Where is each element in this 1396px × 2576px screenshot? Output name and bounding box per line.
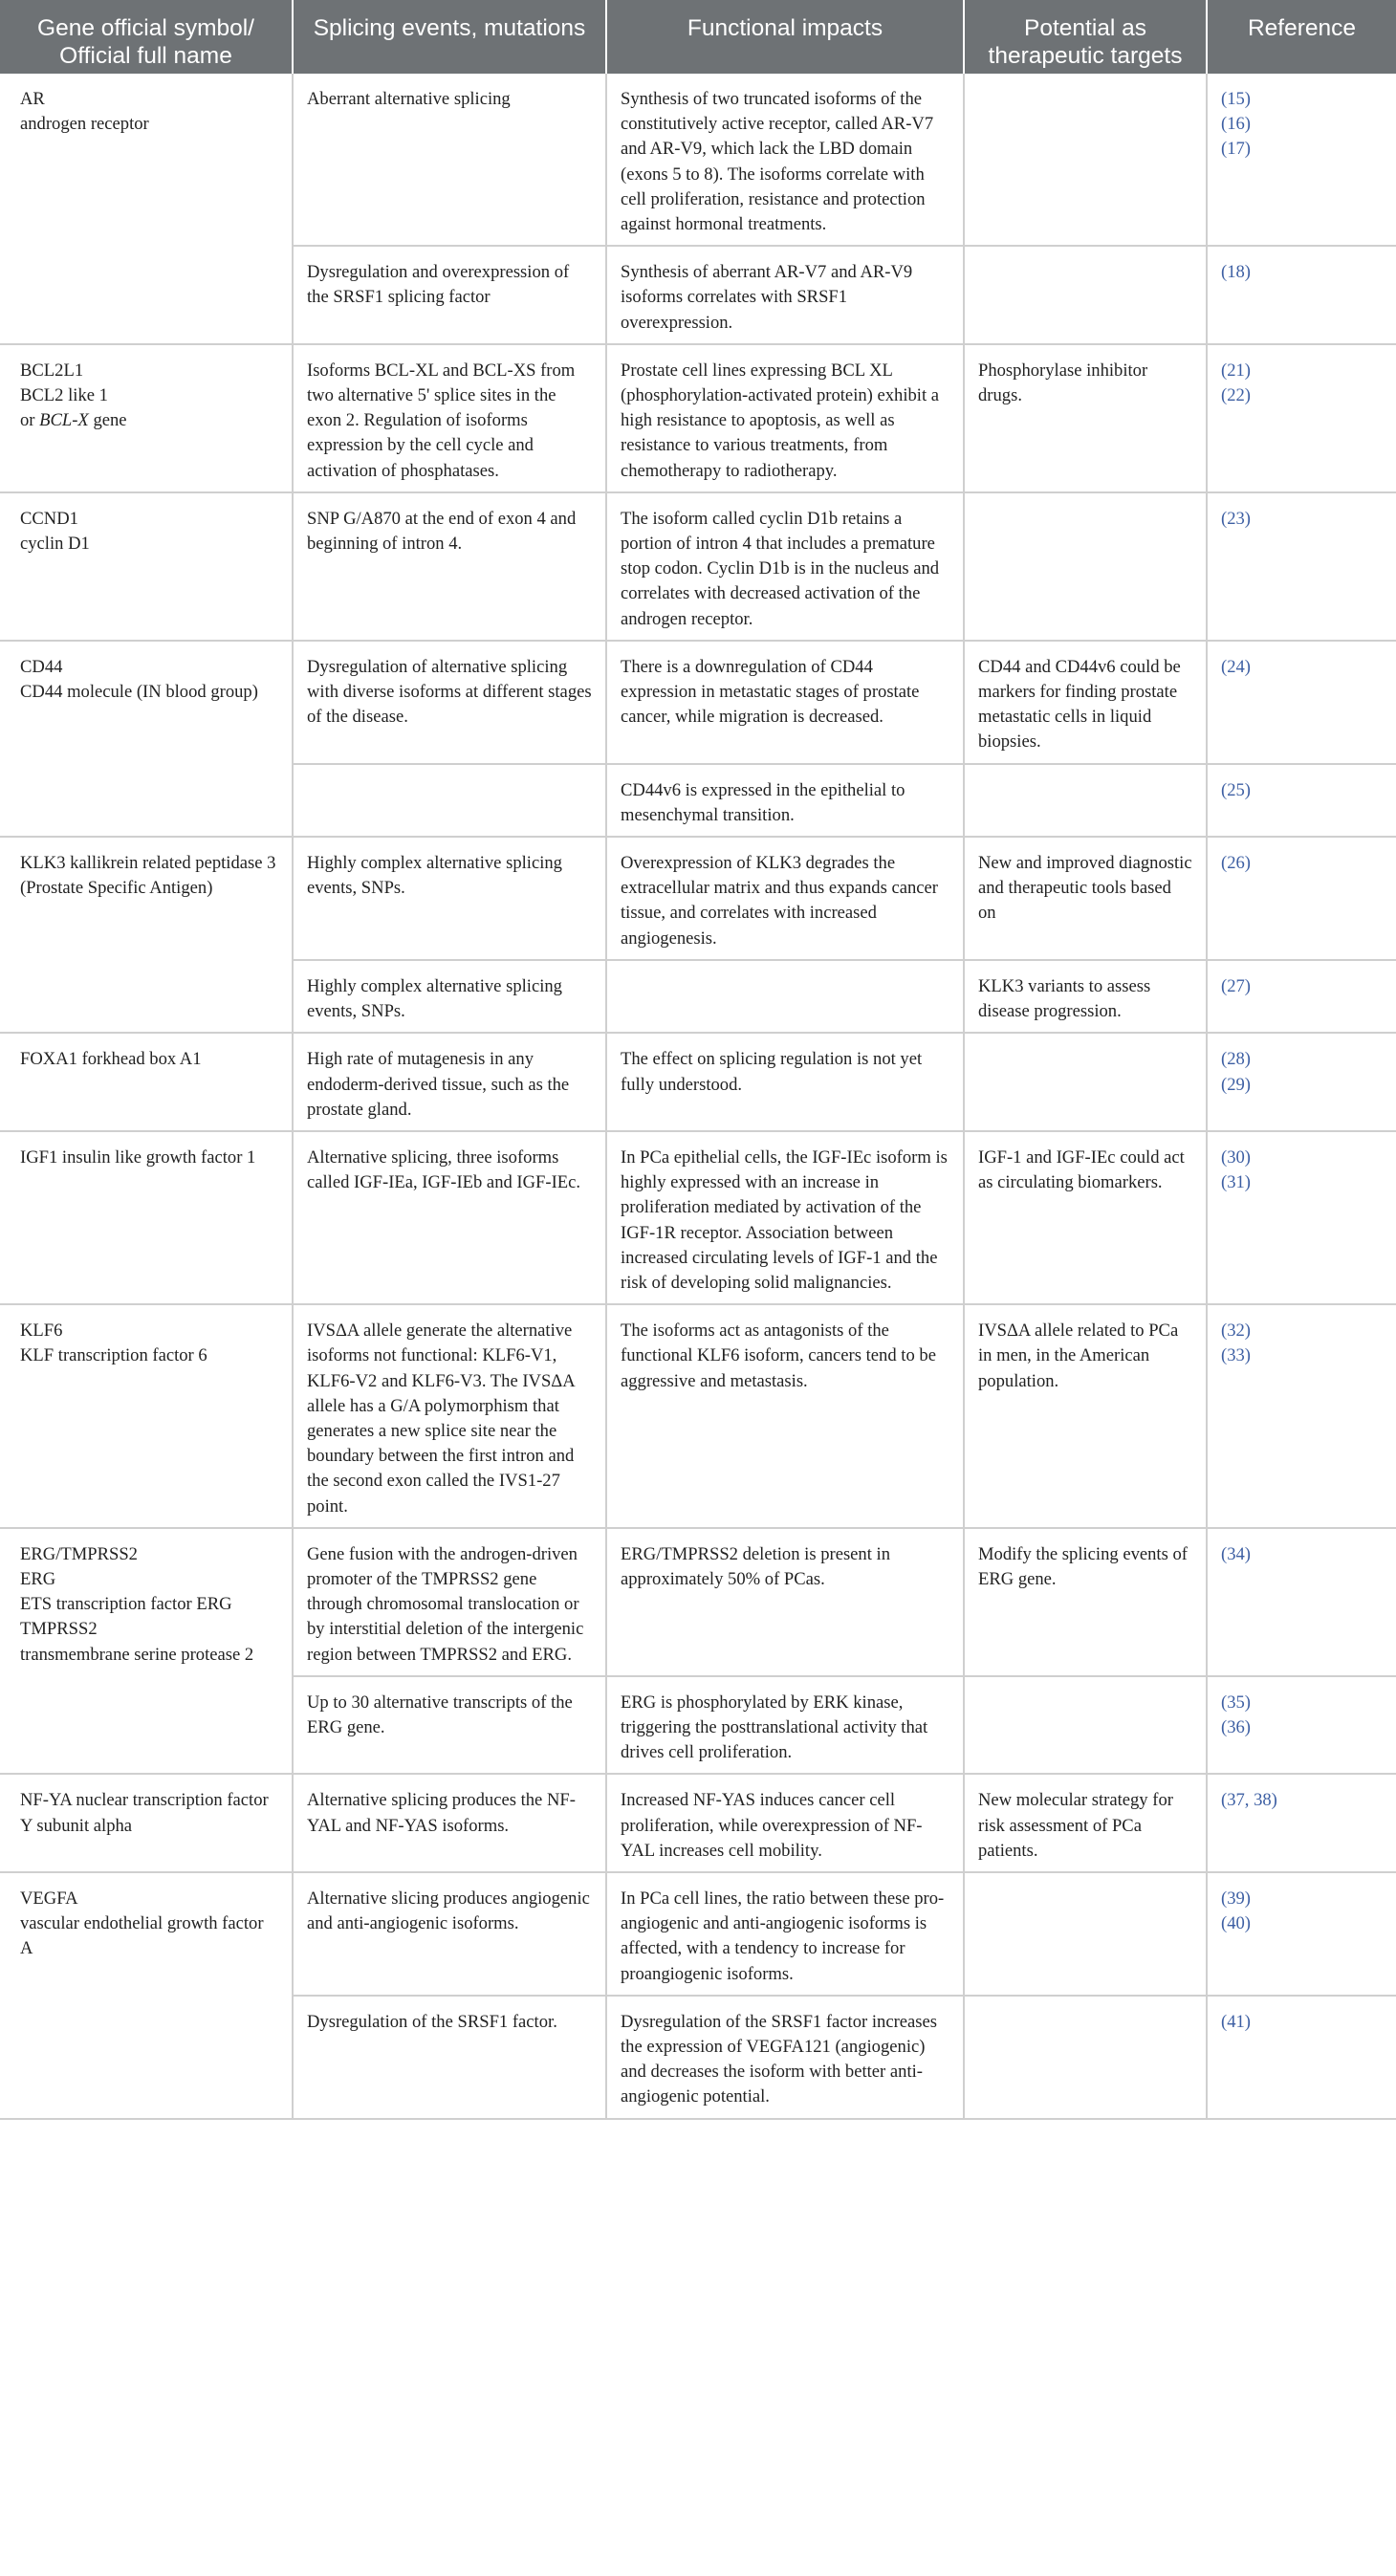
targets-cell xyxy=(964,492,1207,641)
reference-cell xyxy=(1207,1996,1396,2119)
gene-name-line: or BCL-X gene xyxy=(20,410,127,431)
gene-name-line: KLF transcription factor 6 xyxy=(20,1345,207,1366)
splicing-cell: Highly complex alternative splicing events, SNPs. xyxy=(293,837,606,960)
gene-name-line: FOXA1 forkhead box A1 xyxy=(20,1049,202,1070)
impacts-cell: CD44v6 is expressed in the epithelial to mesenchymal transition. xyxy=(606,764,964,837)
gene-name-line: VEGFA xyxy=(20,1888,78,1909)
reference-link[interactable]: (30) xyxy=(1221,1146,1251,1168)
splicing-cell xyxy=(293,764,606,837)
reference-link[interactable]: (32) xyxy=(1221,1321,1251,1342)
splicing-cell: Alternative splicing produces the NF-YAL and NF-YAS isoforms. xyxy=(293,1774,606,1872)
header-splicing: Splicing events, mutations xyxy=(293,0,606,74)
impacts-cell: Prostate cell lines expressing BCL XL (phosphorylation-activated protein) exhibit a high resistance to apoptosis, as well as resistance to various treatments, from chemotherapy to radiotherapy. xyxy=(606,344,964,492)
gene-cell xyxy=(0,1528,293,1775)
splicing-cell: Dysregulation of alternative splicing with diverse isoforms at different stages of the disease. xyxy=(293,641,606,764)
table-row xyxy=(0,641,1396,764)
splicing-cell: Dysregulation of the SRSF1 factor. xyxy=(293,1996,606,2119)
targets-cell: IGF-1 and IGF-IEc could act as circulating biomarkers. xyxy=(964,1131,1207,1304)
table-row xyxy=(0,837,1396,960)
reference-link[interactable]: (34) xyxy=(1221,1543,1251,1564)
targets-cell: New molecular strategy for risk assessment of PCa patients. xyxy=(964,1774,1207,1872)
reference-link[interactable]: (27) xyxy=(1221,975,1251,996)
splicing-cell: Gene fusion with the androgen-driven promoter of the TMPRSS2 gene through chromosomal translocation or by interstitial deletion of the intergenic region between TMPRSS2 and ERG. xyxy=(293,1528,606,1676)
reference-cell xyxy=(1207,764,1396,837)
table-row xyxy=(0,344,1396,492)
impacts-cell: Increased NF-YAS induces cancer cell proliferation, while overexpression of NF-YAL increases cell mobility. xyxy=(606,1774,964,1872)
gene-name-line: TMPRSS2 xyxy=(20,1619,98,1640)
reference-cell xyxy=(1207,1676,1396,1775)
gene-name-line: NF-YA nuclear transcription factor Y subunit alpha xyxy=(20,1790,269,1836)
reference-cell xyxy=(1207,1033,1396,1131)
reference-link[interactable]: (16) xyxy=(1221,114,1251,135)
gene-cell xyxy=(0,1304,293,1528)
gene-name-line: transmembrane serine protease 2 xyxy=(20,1644,254,1665)
reference-link[interactable]: (24) xyxy=(1221,656,1251,677)
impacts-cell: Synthesis of two truncated isoforms of the constitutively active receptor, called AR-V7 and AR-V9, which lack the LBD domain (exons 5 to 8). The isoforms correlate with cell proliferation, resistance and protection against hormonal treatments. xyxy=(606,74,964,246)
reference-link[interactable]: (22) xyxy=(1221,385,1251,406)
reference-link[interactable]: (35) xyxy=(1221,1692,1251,1713)
gene-cell xyxy=(0,1131,293,1304)
table-row xyxy=(0,74,1396,246)
gene-name-line: BCL2L1 xyxy=(20,360,84,381)
table-body xyxy=(0,74,1396,2119)
targets-cell xyxy=(964,1996,1207,2119)
reference-link[interactable]: (33) xyxy=(1221,1345,1251,1366)
targets-cell xyxy=(964,1872,1207,1996)
reference-link[interactable]: (31) xyxy=(1221,1172,1251,1193)
reference-link[interactable]: (23) xyxy=(1221,508,1251,529)
reference-link[interactable]: (25) xyxy=(1221,779,1251,800)
table-row xyxy=(0,492,1396,641)
gene-name-line: vascular endothelial growth factor A xyxy=(20,1913,264,1959)
targets-cell xyxy=(964,1676,1207,1775)
gene-name-line: androgen receptor xyxy=(20,114,149,135)
reference-link[interactable]: (28) xyxy=(1221,1049,1251,1070)
reference-link[interactable]: (17) xyxy=(1221,139,1251,160)
impacts-cell: ERG/TMPRSS2 deletion is present in approximately 50% of PCas. xyxy=(606,1528,964,1676)
targets-cell: New and improved diagnostic and therapeutic tools based on xyxy=(964,837,1207,960)
header-impacts: Functional impacts xyxy=(606,0,964,74)
splicing-cell: Dysregulation and overexpression of the SRSF1 splicing factor xyxy=(293,246,606,344)
header-reference: Reference xyxy=(1207,0,1396,74)
reference-link[interactable]: (39) xyxy=(1221,1888,1251,1909)
splicing-cell: SNP G/A870 at the end of exon 4 and beginning of intron 4. xyxy=(293,492,606,641)
gene-name-line: BCL2 like 1 xyxy=(20,385,108,406)
reference-cell xyxy=(1207,960,1396,1033)
reference-cell xyxy=(1207,246,1396,344)
reference-link[interactable]: (29) xyxy=(1221,1074,1251,1095)
impacts-cell: Dysregulation of the SRSF1 factor increases the expression of VEGFA121 (angiogenic) and decreases the isoform with better anti-angiogenic potential. xyxy=(606,1996,964,2119)
header-gene: Gene official symbol/ Official full name xyxy=(0,0,293,74)
table-header xyxy=(0,0,1396,74)
gene-cell xyxy=(0,344,293,492)
gene-name-line: (Prostate Specific Antigen) xyxy=(20,878,213,899)
impacts-cell: ERG is phosphorylated by ERK kinase, triggering the posttranslational activity that drives cell proliferation. xyxy=(606,1676,964,1775)
reference-link[interactable]: (26) xyxy=(1221,853,1251,874)
reference-cell xyxy=(1207,74,1396,246)
reference-link[interactable]: (41) xyxy=(1221,2011,1251,2032)
header-row xyxy=(0,0,1396,74)
gene-cell xyxy=(0,1033,293,1131)
splicing-cell: High rate of mutagenesis in any endoderm-derived tissue, such as the prostate gland. xyxy=(293,1033,606,1131)
splicing-cell: Up to 30 alternative transcripts of the ERG gene. xyxy=(293,1676,606,1775)
splicing-cell: Highly complex alternative splicing events, SNPs. xyxy=(293,960,606,1033)
table-row xyxy=(0,1304,1396,1528)
gene-cell xyxy=(0,641,293,837)
splicing-cell: Alternative slicing produces angiogenic and anti-angiogenic isoforms. xyxy=(293,1872,606,1996)
reference-link[interactable]: (18) xyxy=(1221,262,1251,283)
splicing-cell: Aberrant alternative splicing xyxy=(293,74,606,246)
splicing-cell: Isoforms BCL-XL and BCL-XS from two alternative 5' splice sites in the exon 2. Regulation of isoforms expression by the cell cycle and activation of phosphatases. xyxy=(293,344,606,492)
table-row xyxy=(0,1774,1396,1872)
reference-cell xyxy=(1207,641,1396,764)
reference-cell xyxy=(1207,837,1396,960)
gene-name-line: ETS transcription factor ERG xyxy=(20,1594,232,1615)
gene-name-line: ERG xyxy=(20,1568,56,1589)
header-targets: Potential as therapeutic targets xyxy=(964,0,1207,74)
gene-cell xyxy=(0,837,293,1033)
impacts-cell: In PCa cell lines, the ratio between these pro-angiogenic and anti-angiogenic isoforms is affected, with a tendency to increase for proangiogenic isoforms. xyxy=(606,1872,964,1996)
targets-cell xyxy=(964,246,1207,344)
reference-link[interactable]: (15) xyxy=(1221,89,1251,109)
gene-cell xyxy=(0,1872,293,2119)
targets-cell: KLK3 variants to assess disease progression. xyxy=(964,960,1207,1033)
table-row xyxy=(0,1872,1396,1996)
gene-name-line: CD44 molecule (IN blood group) xyxy=(20,682,258,703)
table-row xyxy=(0,1528,1396,1676)
targets-cell: IVSΔA allele related to PCa in men, in the American population. xyxy=(964,1304,1207,1528)
reference-cell xyxy=(1207,344,1396,492)
reference-cell xyxy=(1207,1528,1396,1676)
targets-cell: Modify the splicing events of ERG gene. xyxy=(964,1528,1207,1676)
targets-cell xyxy=(964,74,1207,246)
splicing-cell: IVSΔA allele generate the alternative isoforms not functional: KLF6-V1, KLF6-V2 and KLF6-V3. The IVSΔA allele has a G/A polymorphism that generates a new splice site near the boundary between the first intron and the second exon called the IVS1-27 point. xyxy=(293,1304,606,1528)
impacts-cell: The effect on splicing regulation is not yet fully understood. xyxy=(606,1033,964,1131)
impacts-cell: In PCa epithelial cells, the IGF-IEc isoform is highly expressed with an increase in proliferation mediated by activation of the IGF-1R receptor. Association between increased circulating levels of IGF-1 and the risk of developing solid malignancies. xyxy=(606,1131,964,1304)
targets-cell: CD44 and CD44v6 could be markers for finding prostate metastatic cells in liquid biopsies. xyxy=(964,641,1207,764)
gene-name-line: KLF6 xyxy=(20,1321,63,1342)
gene-cell xyxy=(0,74,293,344)
reference-link[interactable]: (37, 38) xyxy=(1221,1790,1277,1811)
impacts-cell: The isoform called cyclin D1b retains a portion of intron 4 that includes a premature stop codon. Cyclin D1b is in the nucleus and correlates with decreased activation of the androgen receptor. xyxy=(606,492,964,641)
reference-link[interactable]: (21) xyxy=(1221,360,1251,381)
targets-cell xyxy=(964,764,1207,837)
gene-name-line: CD44 xyxy=(20,656,63,677)
gene-name-line: AR xyxy=(20,89,45,109)
table-row xyxy=(0,1131,1396,1304)
reference-cell xyxy=(1207,1304,1396,1528)
reference-cell xyxy=(1207,1774,1396,1872)
reference-cell xyxy=(1207,1872,1396,1996)
impacts-cell: There is a downregulation of CD44 expression in metastatic stages of prostate cancer, while migration is decreased. xyxy=(606,641,964,764)
reference-link[interactable]: (40) xyxy=(1221,1913,1251,1934)
gene-name-line: CCND1 xyxy=(20,508,78,529)
reference-link[interactable]: (36) xyxy=(1221,1716,1251,1737)
table-row xyxy=(0,1033,1396,1131)
targets-cell: Phosphorylase inhibitor drugs. xyxy=(964,344,1207,492)
gene-name-line: KLK3 kallikrein related peptidase 3 xyxy=(20,853,276,874)
gene-name-line: IGF1 insulin like growth factor 1 xyxy=(20,1146,256,1168)
targets-cell xyxy=(964,1033,1207,1131)
impacts-cell: Overexpression of KLK3 degrades the extracellular matrix and thus expands cancer tissue, and correlates with increased angiogenesis. xyxy=(606,837,964,960)
gene-cell xyxy=(0,492,293,641)
impacts-cell: Synthesis of aberrant AR-V7 and AR-V9 isoforms correlates with SRSF1 overexpression. xyxy=(606,246,964,344)
splicing-cell: Alternative splicing, three isoforms called IGF-IEa, IGF-IEb and IGF-IEc. xyxy=(293,1131,606,1304)
gene-cell xyxy=(0,1774,293,1872)
impacts-cell xyxy=(606,960,964,1033)
impacts-cell: The isoforms act as antagonists of the functional KLF6 isoform, cancers tend to be aggressive and metastasis. xyxy=(606,1304,964,1528)
gene-name-line: cyclin D1 xyxy=(20,534,90,555)
reference-cell xyxy=(1207,1131,1396,1304)
gene-name-line: ERG/TMPRSS2 xyxy=(20,1543,138,1564)
reference-cell xyxy=(1207,492,1396,641)
